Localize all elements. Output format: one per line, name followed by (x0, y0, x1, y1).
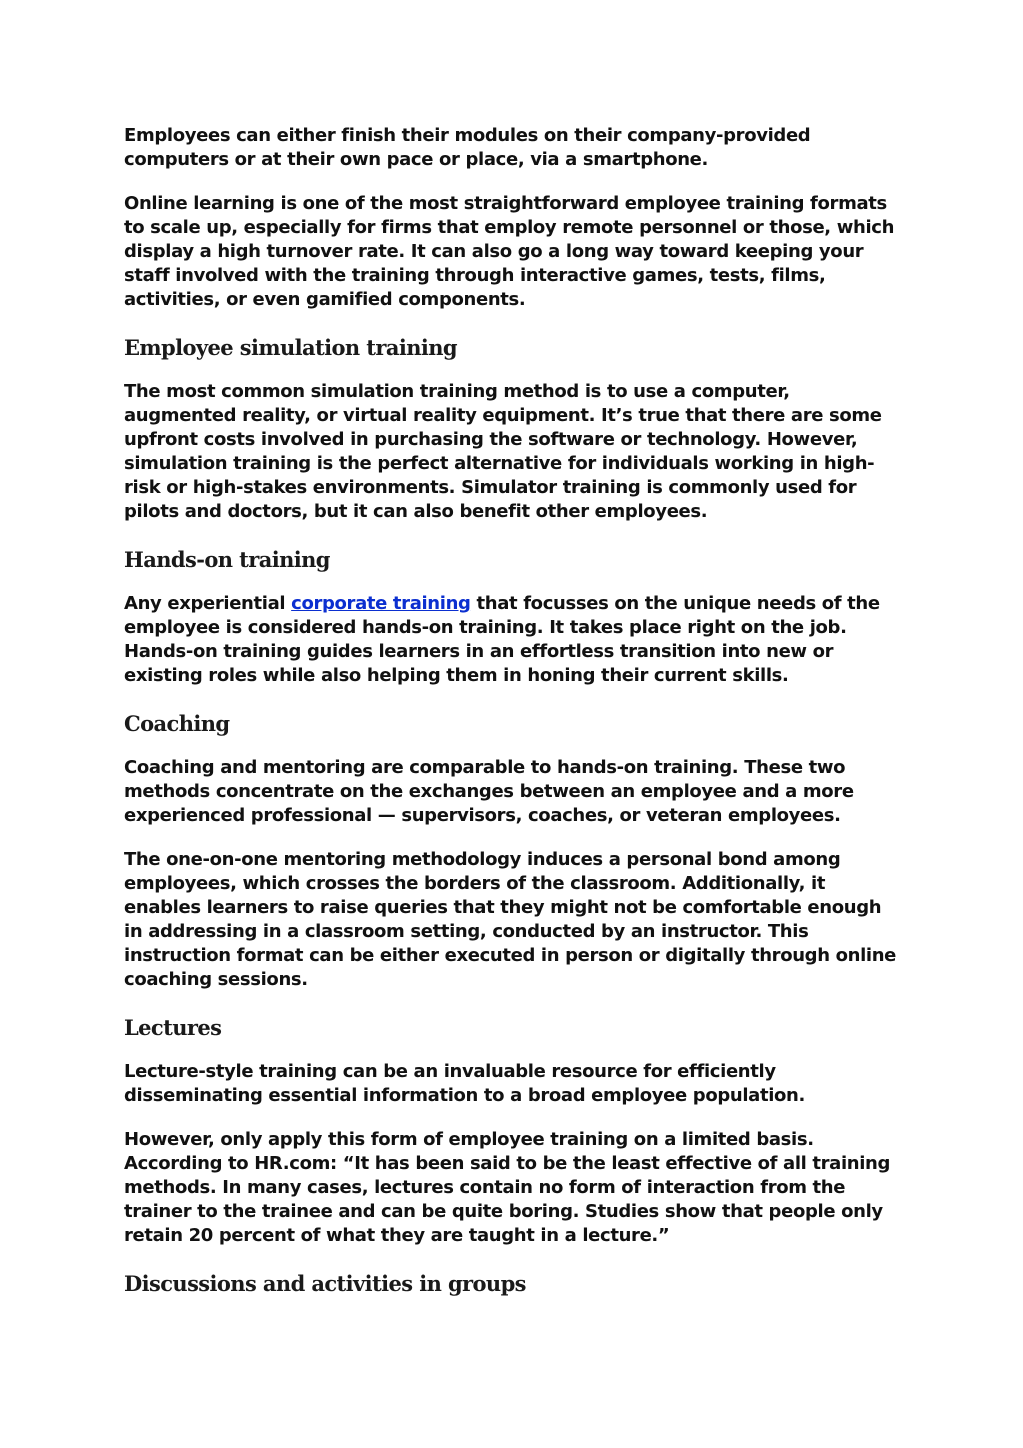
paragraph-modules: Employees can either finish their modules on their company-provided computers or at their own pace or place, via a smartphone. (124, 125, 811, 170)
paragraph-coaching: Coaching and mentoring are comparable to hands-on training. These two methods concentrate on the exchanges between an employee and a more experienced professional — supervisors, coaches, or veteran employees. (124, 757, 854, 826)
paragraph-hands-on-rest: that focusses on the unique needs of the employee is considered hands-on training. It takes place right on the job. Hands-on training guides learners in an effortless transition into new or existing roles while also helping them in honing their current skills. (124, 593, 880, 686)
paragraph-hands-on-lead: Any experiential (124, 593, 292, 614)
heading-discussions-groups: Discussions and activities in groups (124, 1271, 526, 1296)
heading-coaching: Coaching (124, 711, 230, 736)
heading-employee-simulation-training: Employee simulation training (124, 335, 458, 360)
paragraph-simulation: The most common simulation training method is to use a computer, augmented reality, or virtual reality equipment. It’s true that there are some upfront costs involved in purchasing the software or technology. However, simulation training is the perfect alternative for individuals working in high-risk or high-stakes environments. Simulator training is commonly used for pilots and doctors, but it can also benefit other employees. (124, 381, 882, 522)
corporate-training-link[interactable]: corporate training (291, 593, 471, 614)
paragraph-online-learning: Online learning is one of the most straightforward employee training formats to scale up, especially for firms that employ remote personnel or those, which display a high turnover rate. It can also go a long way toward keeping your staff involved with the training through interactive games, tests, films, activities, or even gamified components. (124, 193, 895, 310)
paragraph-lecture-style: Lecture-style training can be an invaluable resource for efficiently disseminating essential information to a broad employee population. (124, 1061, 806, 1106)
paragraph-hands-on (124, 592, 904, 688)
heading-lectures: Lectures (124, 1015, 222, 1040)
paragraph-lecture-limited: However, only apply this form of employee training on a limited basis. According to HR.com: “It has been said to be the least effective of all training methods. In many cases, lectures contain no form of interaction from the trainer to the trainee and can be quite boring. Studies show that people only retain 20 percent of what they are taught in a lecture.” (124, 1129, 891, 1246)
heading-hands-on-training: Hands-on training (124, 547, 330, 572)
paragraph-mentoring: The one-on-one mentoring methodology induces a personal bond among employees, which crosses the borders of the classroom. Additionally, it enables learners to raise queries that they might not be comfortable enough in addressing in a classroom setting, conducted by an instructor. This instruction format can be either executed in person or digitally through online coaching sessions. (124, 849, 897, 990)
document-page (124, 124, 904, 1316)
